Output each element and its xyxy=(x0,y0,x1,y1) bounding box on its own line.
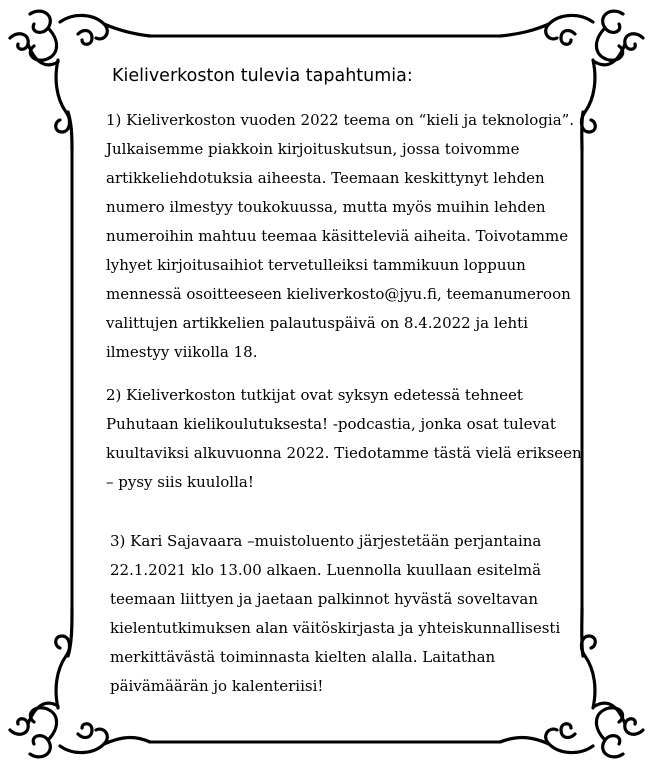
text-line: kielentutkimuksen alan väitöskirjasta ja yhteiskunnallisesti xyxy=(110,619,561,637)
text-line: mennessä osoitteeseen kieliverkosto@jyu.fi, teemanumeroon xyxy=(106,285,571,303)
text-line: artikkeliehdotuksia aiheesta. Teemaan keskittynyt lehden xyxy=(106,169,545,187)
text-line: 1) Kieliverkoston vuoden 2022 teema on “kieli ja teknologia”. xyxy=(106,111,575,129)
text-line: numero ilmestyy toukokuussa, mutta myös muihin lehden xyxy=(106,198,546,216)
text-line: lyhyet kirjoitusaihiot tervetulleiksi tammikuun loppuun xyxy=(106,256,526,274)
announcement-content xyxy=(104,64,582,701)
text-line: kuultaviksi alkuvuonna 2022. Tiedotamme tästä vielä erikseen xyxy=(106,444,582,462)
text-line: ilmestyy viikolla 18. xyxy=(106,343,258,361)
page-title: Kieliverkoston tulevia tapahtumia: xyxy=(112,66,413,86)
text-line: Julkaisemme piakkoin kirjoituskutsun, jossa toivomme xyxy=(106,140,520,158)
text-line: teemaan liittyen ja jaetaan palkinnot hyvästä soveltavan xyxy=(110,590,539,608)
text-line: merkittävästä toiminnasta kielten alalla. Laitathan xyxy=(110,648,496,666)
text-line: Puhutaan kielikoulutuksesta! -podcastia, jonka osat tulevat xyxy=(106,415,556,433)
text-line: numeroihin mahtuu teemaa käsitteleviä aiheita. Toivotamme xyxy=(106,227,569,245)
event-item-1 xyxy=(106,106,574,367)
text-line: 22.1.2021 klo 13.00 alkaen. Luennolla kuullaan esitelmä xyxy=(110,561,542,579)
text-line: 3) Kari Sajavaara –muistoluento järjestetään perjantaina xyxy=(110,532,542,550)
text-line: valittujen artikkelien palautuspäivä on 8.4.2022 ja lehti xyxy=(106,314,528,332)
text-line: – pysy siis kuulolla! xyxy=(106,473,254,491)
text-line: 2) Kieliverkoston tutkijat ovat syksyn edetessä tehneet xyxy=(106,386,523,404)
event-item-3 xyxy=(110,527,574,701)
event-item-2 xyxy=(106,381,582,497)
text-line: päivämäärän jo kalenteriisi! xyxy=(110,677,324,695)
